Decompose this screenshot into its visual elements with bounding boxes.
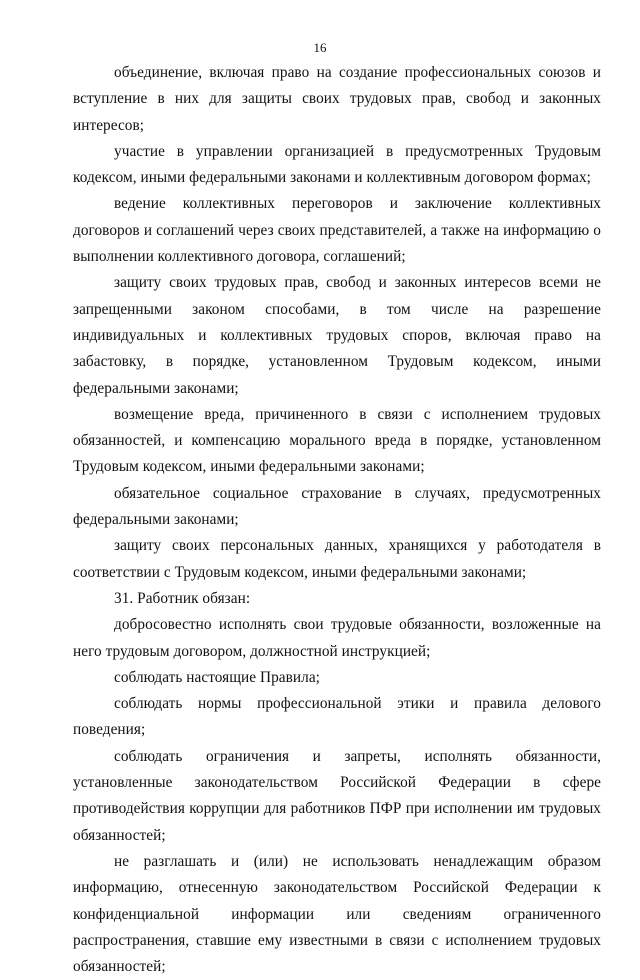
page-number: 16 [313,40,327,55]
paragraph-right-protection: защиту своих трудовых прав, свобод и законных интересов всеми не запрещенными законом способами, в том числе на разрешение индивидуальных и коллективных трудовых споров, включая право на забастовку, в порядке, установленном Трудовым кодексом, иными федеральными законами; [73,274,601,397]
paragraph-right-personal-data: защиту своих персональных данных, хранящихся у работодателя в соответствии с Трудовым кодексом, иными федеральными законами; [73,537,601,581]
paragraph-right-insurance: обязательное социальное страхование в случаях, предусмотренных федеральными законами; [73,484,601,529]
paragraph-duty-rules: соблюдать настоящие Правила; [114,668,320,686]
paragraph-right-union: объединение, включая право на создание профессиональных союзов и вступление в них для защиты своих трудовых прав, свобод и законных интересов; [73,64,601,134]
paragraph-duty-ethics: соблюдать нормы профессиональной этики и правила делового поведения; [73,695,601,739]
document-body [73,60,601,980]
paragraph-duty-anticorruption: соблюдать ограничения и запреты, исполнять обязанности, установленные законодательством Российской Федерации в сфере противодействия коррупции для работников ПФР при исполнении им трудовых обязанностей; [73,747,601,844]
paragraph-right-compensation: возмещение вреда, причиненного в связи с исполнением трудовых обязанностей, и компенсацию морального вреда в порядке, установленном Трудовым кодексом, иными федеральными законами; [73,405,601,476]
paragraph-right-management: участие в управлении организацией в предусмотренных Трудовым кодексом, иными федеральными законами и коллективным договором формах; [73,142,601,187]
paragraph-right-negotiations: ведение коллективных переговоров и заключение коллективных договоров и соглашений через своих представителей, а также на информацию о выполнении коллективного договора, соглашений; [73,195,601,266]
paragraph-duty-confidentiality: не разглашать и (или) не использовать ненадлежащим образом информацию, отнесенную законодательством Российской Федерации к конфиденциальной информации или сведениям ограниченного распространения, ставшие ему известными в связи с исполнением трудовых обязанностей; [73,852,601,976]
paragraph-duty-perform: добросовестно исполнять свои трудовые обязанности, возложенные на него трудовым договором, должностной инструкцией; [73,616,601,660]
section-heading-employee-duties: 31. Работник обязан: [114,589,251,607]
